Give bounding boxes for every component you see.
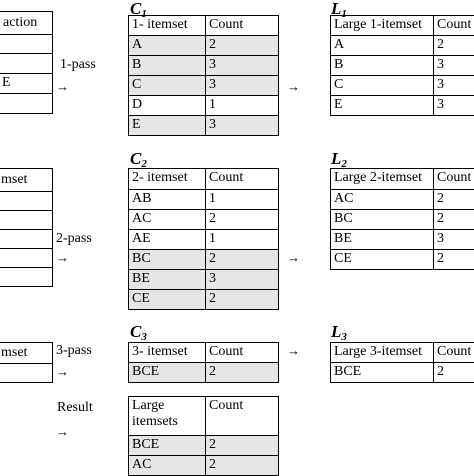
db-header-cell: mset: [0, 342, 53, 364]
table-cell: B: [330, 55, 434, 76]
table-cell: 2: [205, 362, 279, 383]
table-cell: 2: [433, 35, 474, 56]
table-cell: 1: [205, 229, 279, 250]
table-cell: BCE: [330, 362, 434, 383]
table-header-cell: Count: [205, 396, 279, 436]
table-header-cell: Count: [433, 168, 474, 190]
table-cell: 2: [433, 189, 474, 210]
table-header-cell: Large 3-itemset: [330, 342, 434, 363]
pass-label: 1-pass: [60, 57, 96, 72]
table-cell: 3: [205, 55, 279, 76]
table-cell: E: [330, 95, 434, 116]
pass-label: 2-pass: [56, 231, 92, 246]
table-cell: E: [128, 115, 206, 136]
table-header-cell: 3- itemset: [128, 342, 206, 363]
table-cell: AC: [128, 455, 206, 476]
arrow-icon: →: [287, 250, 300, 265]
table-cell: 2: [205, 209, 279, 230]
table-header-cell: Large itemsets: [128, 396, 206, 436]
c2-title: $C_2$: [130, 149, 147, 170]
db-row: [0, 210, 53, 230]
table-cell: C: [128, 75, 206, 96]
table-header-cell: 2- itemset: [128, 168, 206, 190]
table-cell: 3: [205, 115, 279, 136]
table-cell: BCE: [128, 435, 206, 456]
table-cell: 2: [205, 289, 279, 310]
table-cell: 2: [433, 362, 474, 383]
table-cell: 2: [205, 249, 279, 270]
table-cell: 3: [433, 95, 474, 116]
table-header-cell: Count: [205, 168, 279, 190]
db-row: [0, 363, 53, 383]
table-header-cell: 1- itemset: [128, 15, 206, 36]
table-cell: 3: [433, 75, 474, 96]
l1-title: $L_1$: [331, 0, 347, 20]
arrow-icon: →: [56, 364, 69, 379]
table-cell: D: [128, 95, 206, 116]
table-header-cell: Count: [433, 15, 474, 36]
db-row: [0, 267, 53, 287]
table-cell: BC: [128, 249, 206, 270]
arrow-icon: →: [56, 79, 69, 94]
table-cell: A: [330, 35, 434, 56]
arrow-icon: →: [287, 79, 300, 94]
db-header-cell: action: [0, 11, 53, 35]
l3-title: $L_3$: [331, 322, 347, 343]
table-cell: 3: [205, 269, 279, 290]
arrow-icon: →: [56, 250, 69, 265]
table-cell: AC: [128, 209, 206, 230]
table-cell: AB: [128, 189, 206, 210]
table-header-cell: Count: [433, 342, 474, 363]
db-header-cell: mset: [0, 168, 53, 192]
table-cell: BE: [128, 269, 206, 290]
table-cell: 1: [205, 189, 279, 210]
table-cell: 3: [433, 229, 474, 250]
db-row: [0, 34, 53, 54]
table-cell: CE: [330, 249, 434, 270]
table-cell: 3: [205, 75, 279, 96]
table-cell: 2: [205, 455, 279, 476]
c1-title: $C_1$: [130, 0, 147, 20]
table-cell: AC: [330, 189, 434, 210]
table-cell: A: [128, 35, 206, 56]
table-header-cell: Count: [205, 342, 279, 363]
table-cell: 1: [205, 95, 279, 116]
arrow-icon: →: [287, 343, 300, 358]
pass-label: 3-pass: [56, 343, 92, 358]
table-cell: C: [330, 75, 434, 96]
table-cell: AE: [128, 229, 206, 250]
db-row: [0, 93, 53, 114]
table-cell: 3: [433, 55, 474, 76]
table-cell: 2: [205, 435, 279, 456]
c3-title: $C_3$: [130, 322, 147, 343]
table-header-cell: Count: [205, 15, 279, 36]
table-cell: 2: [205, 35, 279, 56]
arrow-icon: →: [56, 424, 69, 439]
table-header-cell: Large 2-itemset: [330, 168, 434, 190]
db-row: [0, 53, 53, 74]
table-header-cell: Large 1-itemset: [330, 15, 434, 36]
l2-title: $L_2$: [331, 149, 347, 170]
table-cell: 2: [433, 249, 474, 270]
db-row: E: [0, 73, 53, 94]
table-cell: 2: [433, 209, 474, 230]
result-label: Result: [57, 400, 93, 415]
db-row: [0, 229, 53, 249]
db-row: [0, 248, 53, 268]
table-cell: CE: [128, 289, 206, 310]
table-cell: B: [128, 55, 206, 76]
table-cell: BC: [330, 209, 434, 230]
db-row: [0, 191, 53, 211]
table-cell: BE: [330, 229, 434, 250]
table-cell: BCE: [128, 362, 206, 383]
